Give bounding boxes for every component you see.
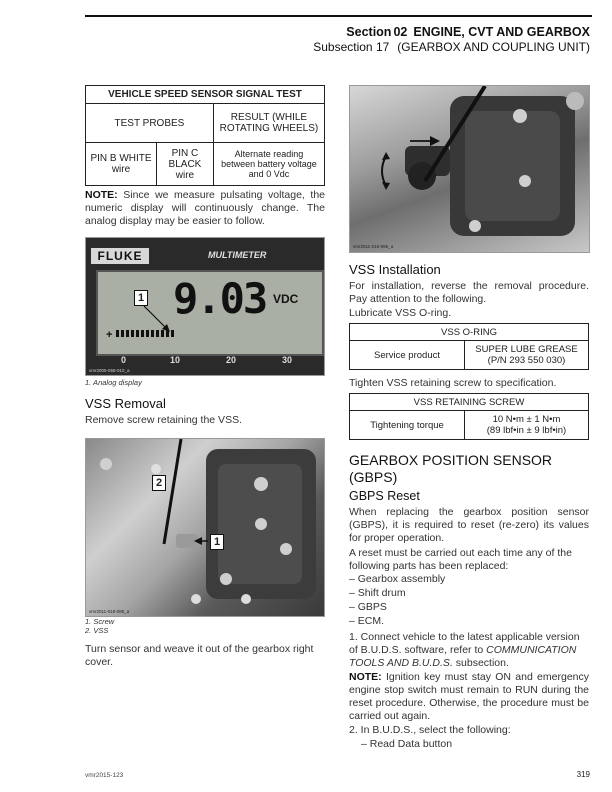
note-pulsating: NOTE: Since we measure pulsating voltage, the numeric display will continuously change. The analog display may be easier to follow. bbox=[85, 189, 325, 227]
gbps-p1: When replacing the gearbox position sensor (GBPS), it is required to reset (re-zero) its values for proper operation. bbox=[349, 506, 589, 544]
table-header-result: RESULT (WHILE ROTATING WHEELS) bbox=[213, 104, 324, 143]
page-number: 319 bbox=[576, 770, 590, 779]
fluke-logo: FLUKE bbox=[91, 248, 149, 264]
table-cell-label: Service product bbox=[350, 341, 465, 370]
vss-removal-heading: VSS Removal bbox=[85, 396, 166, 411]
table-cell-pin-c: PIN C BLACK wire bbox=[157, 143, 214, 186]
table-title: VEHICLE SPEED SENSOR SIGNAL TEST bbox=[86, 86, 325, 104]
callout-1: 1 bbox=[134, 290, 148, 306]
scale-label-10: 10 bbox=[170, 355, 181, 365]
vss-installation-text: For installation, reverse the removal procedure. Pay attention to the following. bbox=[349, 280, 589, 305]
table-cell-value: SUPER LUBE GREASE (P/N 293 550 030) bbox=[465, 341, 589, 370]
vss-removal-text: Remove screw retaining the VSS. bbox=[85, 414, 242, 426]
table-cell-result: Alternate reading between battery voltage and 0 Vdc bbox=[213, 143, 324, 186]
multimeter-model: MULTIMETER bbox=[208, 250, 267, 260]
multimeter-photo bbox=[85, 237, 325, 376]
gearbox-illustration bbox=[86, 439, 324, 616]
gbps-p2: A reset must be carried out each time any of the following parts has been replaced: bbox=[349, 547, 572, 572]
table-header-probes: TEST PROBES bbox=[86, 104, 214, 143]
vss-installation-heading: VSS Installation bbox=[349, 262, 441, 277]
list-item: – ECM. bbox=[349, 615, 385, 627]
photo-ref: vmr2011-018-088_a bbox=[89, 609, 130, 614]
tighten-text: Tighten VSS retaining screw to specification. bbox=[349, 377, 557, 389]
gbps-step-2: 2. In B.U.D.S., select the following: bbox=[349, 724, 511, 736]
multimeter-caption: 1. Analog display bbox=[85, 378, 142, 387]
table-cell-value: 10 N•m ± 1 N•m (89 lbf•in ± 9 lbf•in) bbox=[465, 411, 589, 440]
table-cell-label: Tightening torque bbox=[350, 411, 465, 440]
vss-signal-test-table bbox=[85, 85, 325, 186]
analog-bar-graph bbox=[98, 272, 322, 354]
photo-ref: vmr2011-018-089_a bbox=[353, 244, 394, 249]
gbps-note: NOTE: Ignition key must stay ON and emergency engine stop switch must remain to RUN during the reset procedure. Otherwise, the procedure must be carried out again. bbox=[349, 671, 589, 722]
header-rule bbox=[85, 15, 592, 17]
section-title: Section 02 ENGINE, CVT AND GEARBOX bbox=[346, 25, 590, 39]
vss-oring-table bbox=[349, 323, 589, 370]
gbps-heading: GEARBOX POSITION SENSOR (GBPS) bbox=[349, 452, 553, 485]
list-item: – Gearbox assembly bbox=[349, 573, 446, 585]
gbps-step-1: 1. Connect vehicle to the latest applicable version of B.U.D.S. software, refer to COMMUNICATION TOOLS AND B.U.D.S. subsection. bbox=[349, 631, 580, 669]
gbps-reset-heading: GBPS Reset bbox=[349, 489, 420, 503]
lubricate-text: Lubricate VSS O-ring. bbox=[349, 307, 452, 319]
scale-label-20: 20 bbox=[226, 355, 237, 365]
photo-ref: vmr2005-058-010_a bbox=[89, 368, 130, 373]
vss-removal-photo bbox=[85, 438, 325, 617]
vss-location-illustration bbox=[350, 86, 589, 252]
subsection-title: Subsection 17 (GEARBOX AND COUPLING UNIT) bbox=[313, 40, 590, 54]
scale-label-30: 30 bbox=[282, 355, 293, 365]
lcd-screen bbox=[96, 270, 324, 356]
caption-vss: 2. VSS bbox=[85, 626, 109, 635]
list-item: – Read Data button bbox=[361, 738, 453, 750]
callout-2: 2 bbox=[152, 475, 166, 491]
table-title: VSS RETAINING SCREW bbox=[350, 394, 589, 411]
vss-removal-after-text: Turn sensor and weave it out of the gearbox right cover. bbox=[85, 643, 314, 668]
lcd-reading: 9.03 bbox=[173, 274, 267, 323]
list-item: – Shift drum bbox=[349, 587, 406, 599]
vss-location-photo bbox=[349, 85, 590, 253]
callout-1: 1 bbox=[210, 534, 224, 550]
scale-label-0: 0 bbox=[121, 355, 127, 365]
table-title: VSS O-RING bbox=[350, 324, 589, 341]
svg-text:+: + bbox=[106, 329, 113, 341]
lcd-unit: VDC bbox=[273, 292, 299, 306]
caption-screw: 1. Screw bbox=[85, 617, 115, 626]
vss-screw-table bbox=[349, 393, 589, 440]
footer-doc-id: vmr2015-123 bbox=[85, 772, 124, 779]
list-item: – GBPS bbox=[349, 601, 387, 613]
table-cell-pin-b: PIN B WHITE wire bbox=[86, 143, 157, 186]
